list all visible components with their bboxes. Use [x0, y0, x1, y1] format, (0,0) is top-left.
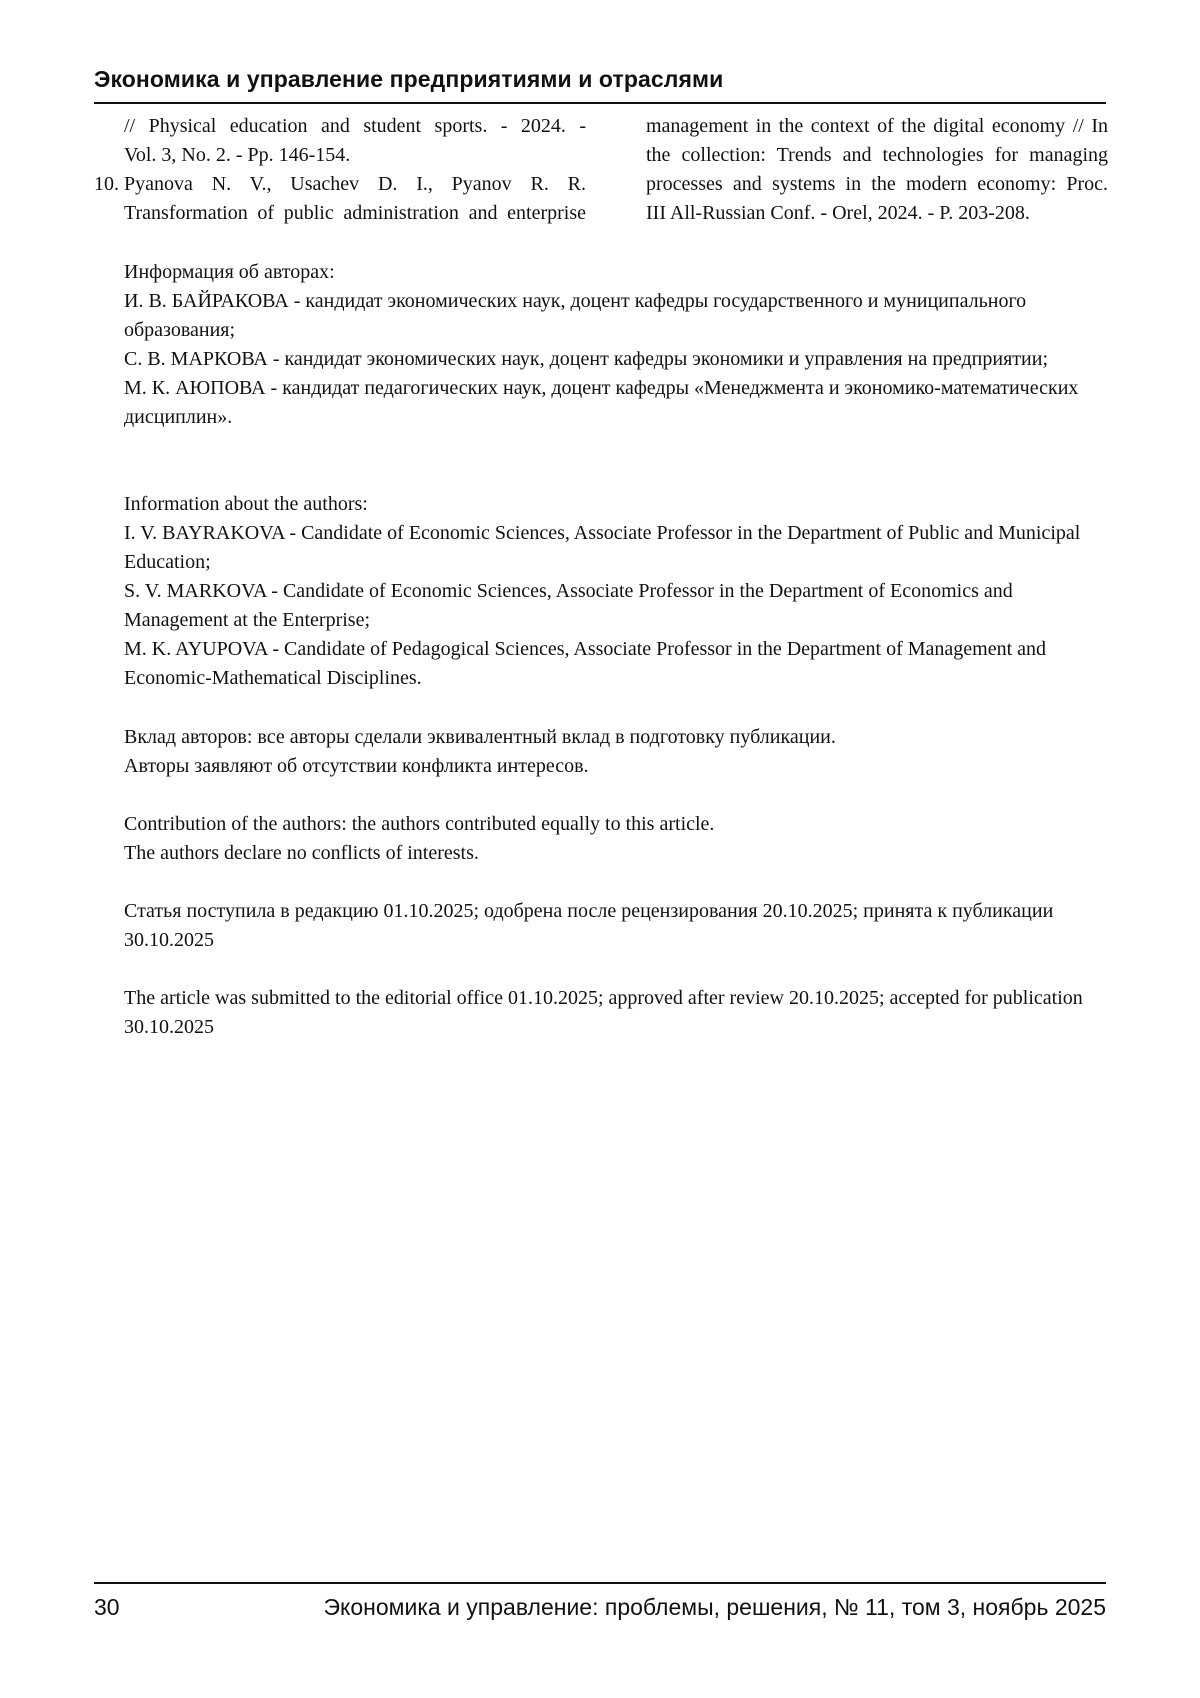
- reference-10: [94, 170, 586, 228]
- reference-line: Transformation of public administration and enterprise: [124, 202, 586, 224]
- reference-line: processes and systems in the modern economy: Proc.: [646, 173, 1108, 195]
- author-entry: M. K. AYUPOVA - Candidate of Pedagogical Sciences, Associate Professor in the Department of Management and Economic-Mathematical Disciplines.: [124, 638, 1047, 689]
- author-entry: S. V. MARKOVA - Candidate of Economic Sciences, Associate Professor in the Department of Economics and Management at the Enterprise;: [124, 580, 1013, 631]
- reference-9-continued: [94, 112, 586, 170]
- reference-number: 10.: [94, 173, 119, 195]
- journal-name: Экономика и управление: проблемы, решения, № 11, том 3, ноябрь 2025: [323, 1594, 1106, 1620]
- article-history-en: [124, 984, 1110, 1042]
- author-entry: И. В. БАЙРАКОВА - кандидат экономических наук, доцент кафедры государственного и муниципального образования;: [124, 290, 1027, 341]
- reference-line: Pyanova N. V., Usachev D. I., Pyanov R. R.: [124, 173, 586, 195]
- authors-info-ru: [124, 258, 1110, 432]
- conflict-statement-ru: Авторы заявляют об отсутствии конфликта интересов.: [124, 755, 589, 777]
- references-left-column: [94, 112, 586, 228]
- author-entry: М. К. АЮПОВА - кандидат педагогических наук, доцент кафедры «Менеджмента и экономико-математических дисциплин».: [124, 377, 1079, 428]
- references-right-column: [646, 112, 1108, 228]
- authors-heading-ru: Информация об авторах:: [124, 261, 335, 283]
- header-rule: [94, 102, 1106, 104]
- authors-info-en: [124, 490, 1110, 693]
- page-number: 30: [94, 1594, 120, 1620]
- reference-line: Vol. 3, No. 2. - Pp. 146-154.: [124, 144, 351, 166]
- contribution-statement-ru: Вклад авторов: все авторы сделали эквивалентный вклад в подготовку публикации.: [124, 726, 836, 748]
- contribution-statement-en: Contribution of the authors: the authors contributed equally to this article.: [124, 813, 715, 835]
- running-title: Экономика и управление предприятиями и отраслями: [94, 66, 724, 92]
- page-footer: [94, 1590, 1106, 1624]
- history-statement-en: The article was submitted to the editorial office 01.10.2025; approved after review 20.10.2025; accepted for publication 30.10.2025: [124, 987, 1083, 1038]
- history-statement-ru: Статья поступила в редакцию 01.10.2025; одобрена после рецензирования 20.10.2025; принята к публикации 30.10.2025: [124, 900, 1054, 951]
- reference-line: the collection: Trends and technologies for managing: [646, 144, 1108, 166]
- author-entry: I. V. BAYRAKOVA - Candidate of Economic Sciences, Associate Professor in the Department of Public and Municipal Education;: [124, 522, 1081, 573]
- author-entry: С. В. МАРКОВА - кандидат экономических наук, доцент кафедры экономики и управления на предприятии;: [124, 348, 1048, 370]
- footer-rule: [94, 1582, 1106, 1584]
- conflict-statement-en: The authors declare no conflicts of interests.: [124, 842, 479, 864]
- contribution-ru: [124, 723, 1110, 781]
- contribution-en: [124, 810, 1110, 868]
- reference-line: management in the context of the digital economy // In: [646, 115, 1108, 137]
- authors-heading-en: Information about the authors:: [124, 493, 368, 515]
- reference-line: III All-Russian Conf. - Orel, 2024. - P. 203-208.: [646, 202, 1030, 224]
- article-history-ru: [124, 897, 1110, 955]
- reference-line: // Physical education and student sports. - 2024. -: [124, 115, 586, 137]
